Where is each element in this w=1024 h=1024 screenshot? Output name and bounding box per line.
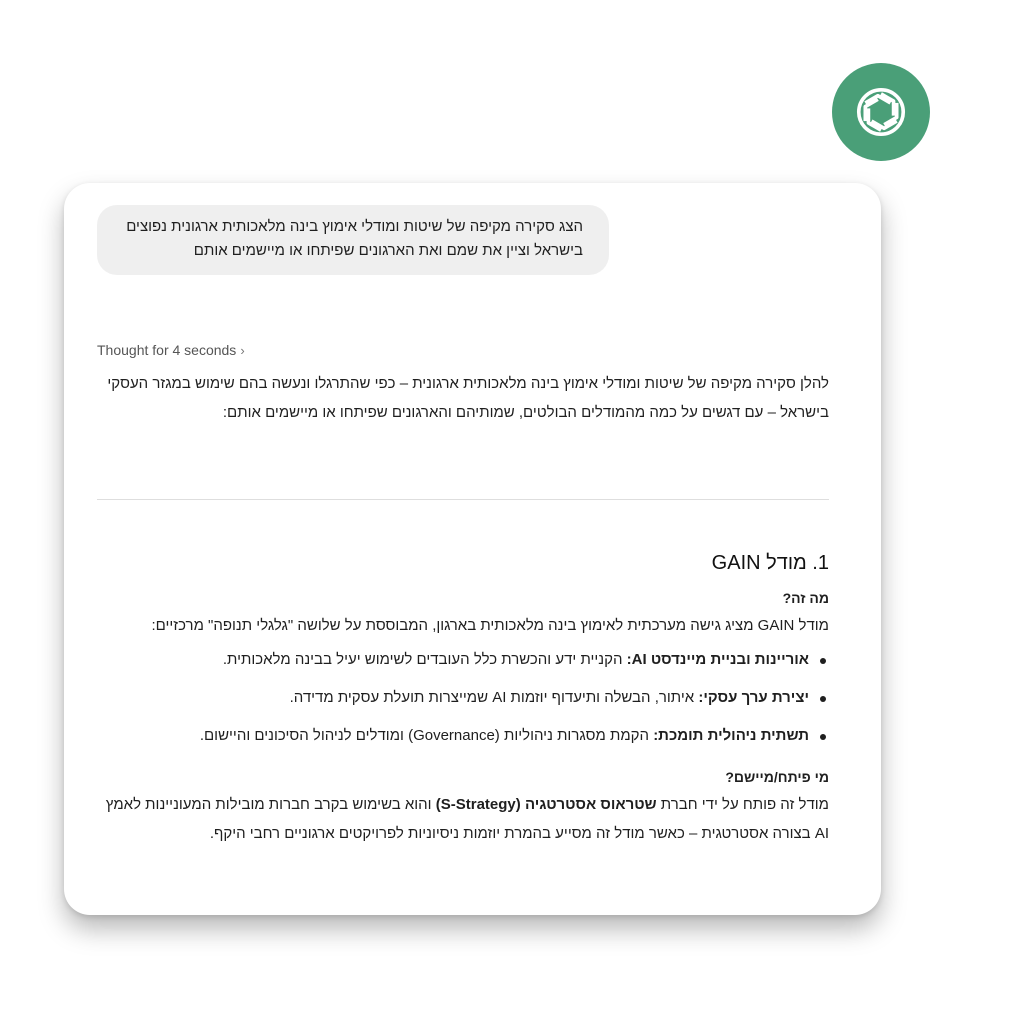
user-message-text: הצג סקירה מקיפה של שיטות ומודלי אימוץ בינה מלאכותית ארגונית נפוצים בישראל וציין את שמם ואת הארגונים שפיתחו או מיישמים אותם — [126, 218, 583, 259]
thought-toggle[interactable] — [97, 342, 245, 358]
who-heading: מי פיתח/מיישם? — [725, 769, 829, 785]
list-item — [97, 724, 829, 748]
developer-name: שטראוס אסטרטגיה (S-Strategy) — [435, 796, 657, 813]
openai-logo-icon — [832, 63, 930, 161]
list-item — [97, 686, 829, 710]
list-item-title: תשתית ניהולית תומכת: — [653, 727, 809, 744]
list-item-text: הקניית ידע והכשרת כלל העובדים לשימוש יעיל בבינה מלאכותית. — [222, 651, 627, 668]
user-message-bubble — [97, 205, 609, 275]
who-text — [97, 790, 829, 848]
chat-panel — [64, 183, 881, 915]
divider — [97, 499, 829, 500]
what-heading: מה זה? — [782, 590, 829, 606]
list-item-title: יצירת ערך עסקי: — [698, 689, 809, 706]
who-text-part-1: מודל זה פותח על ידי חברת — [656, 796, 829, 813]
assistant-intro-text: להלן סקירה מקיפה של שיטות ומודלי אימוץ בינה מלאכותית ארגונית – כפי שהתרגלו ונעשה בהם שימוש במגזר העסקי בישראל – עם דגשים על כמה מהמודלים הבולטים, שמותיהם והארגונים שפיתחו או מיישמים אותם: — [107, 375, 829, 421]
list-item-text: איתור, הבשלה ותיעדוף יוזמות AI שמייצרות תועלת עסקית מדידה. — [289, 689, 699, 706]
thought-label: Thought for 4 seconds — [97, 342, 237, 358]
model-section — [97, 549, 829, 848]
chevron-right-icon: › — [240, 342, 245, 358]
list-item — [97, 648, 829, 672]
pillar-list — [97, 648, 829, 748]
section-title: 1. מודל GAIN — [711, 552, 829, 574]
what-text: מודל GAIN מציג גישה מערכתית לאימוץ בינה מלאכותית בארגון, המבוססת על שלושה "גלגלי תנופה" מרכזיים: — [151, 617, 829, 634]
who-text-part-2: והוא בשימוש בקרב חברות מובילות המעוניינות לאמץ AI בצורה אסטרטגית – כאשר מודל זה מסייע בהמרת יוזמות ניסיוניות לפרויקטים ארגוניים רחבי היקף. — [105, 796, 829, 842]
list-item-text: הקמת מסגרות ניהוליות (Governance) ומודלים לניהול הסיכונים והיישום. — [199, 727, 654, 744]
list-item-title: אוריינות ובניית מיינדסט AI: — [626, 651, 809, 668]
